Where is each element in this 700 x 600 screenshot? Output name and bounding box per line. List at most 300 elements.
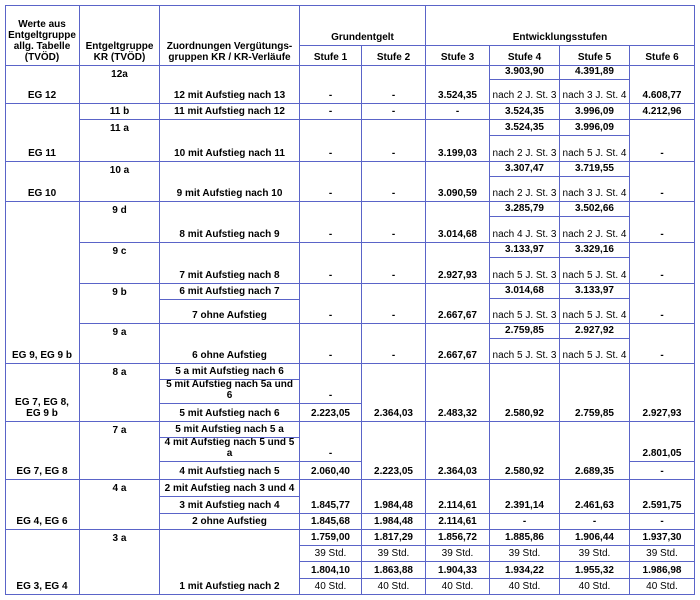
- value-text: -: [328, 229, 333, 240]
- value: [630, 66, 695, 104]
- value: [362, 514, 426, 530]
- zuordnung: [160, 422, 300, 438]
- eg-label: [5, 162, 80, 202]
- eg-label: [5, 422, 80, 480]
- value: [560, 562, 630, 579]
- value-text: -: [391, 350, 396, 361]
- note: [300, 546, 362, 562]
- note-text: nach 5 J. St. 3: [492, 350, 557, 361]
- value-text: -: [660, 270, 664, 281]
- zuordnung-text: 1 mit Aufstieg nach 2: [179, 581, 280, 592]
- value: [362, 243, 426, 284]
- value: [560, 202, 630, 217]
- value-text: 1.955,32: [575, 565, 614, 576]
- value: [362, 284, 426, 324]
- header-stufe-3-text: Stufe 3: [440, 52, 475, 63]
- zuordnung-text: 2 mit Aufstieg nach 3 und 4: [164, 483, 295, 494]
- value: [630, 422, 695, 462]
- value-text: 4.608,77: [642, 90, 682, 101]
- value: [490, 162, 560, 177]
- value: [490, 120, 560, 136]
- zuordnung: [160, 497, 300, 514]
- value: [490, 422, 560, 480]
- value: [426, 364, 490, 422]
- note-text: nach 3 J. St. 4: [562, 188, 627, 199]
- value-text: -: [660, 148, 664, 159]
- eg-label-text: EG 10: [27, 188, 57, 199]
- value: [560, 120, 630, 136]
- value-text: -: [391, 106, 396, 117]
- value-text: -: [455, 106, 460, 117]
- value: [560, 243, 630, 258]
- value-text: 3.199,03: [438, 148, 477, 159]
- zuordnung: [160, 120, 300, 162]
- kr-label: [80, 324, 160, 364]
- note: [490, 299, 560, 324]
- eg-label: [5, 364, 80, 422]
- value: [300, 530, 362, 546]
- value: [560, 66, 630, 80]
- note-text: 39 Std.: [441, 548, 474, 559]
- value-text: 3.524,35: [505, 122, 544, 133]
- zuordnung-text: 5 mit Aufstieg nach 6: [179, 408, 280, 419]
- value: [630, 202, 695, 243]
- value: [300, 104, 362, 120]
- kr-label: [80, 364, 160, 422]
- value-text: -: [391, 270, 396, 281]
- value: [426, 422, 490, 480]
- note-text: nach 2 J. St. 3: [492, 188, 557, 199]
- value-text: -: [660, 516, 664, 527]
- value: [630, 462, 695, 480]
- kr-label: [80, 202, 160, 243]
- value: [362, 104, 426, 120]
- value-text: 3.133,97: [575, 285, 614, 296]
- header-kr-text: Entgeltgruppe KR (TVÖD): [85, 41, 154, 63]
- zuordnung: [160, 364, 300, 380]
- note-text: nach 5 J. St. 3: [492, 270, 557, 281]
- value-text: 2.223,05: [374, 466, 413, 477]
- note-text: nach 2 J. St. 3: [492, 90, 557, 101]
- value: [362, 562, 426, 579]
- note: [560, 579, 630, 595]
- kr-label: [80, 480, 160, 530]
- kr-label-text: 12a: [111, 69, 128, 80]
- value-text: 3.014,68: [438, 229, 477, 240]
- value: [300, 66, 362, 104]
- value: [300, 324, 362, 364]
- value: [300, 462, 362, 480]
- value-text: 3.524,35: [505, 106, 544, 117]
- header-stufe-6: [630, 46, 695, 66]
- note-text: nach 5 J. St. 4: [562, 350, 627, 361]
- value-text: -: [391, 310, 396, 321]
- value: [300, 480, 362, 514]
- kr-label-text: 4 a: [112, 483, 127, 494]
- eg-label: [5, 202, 80, 364]
- zuordnung: [160, 480, 300, 497]
- header-grundentgelt: [300, 5, 426, 46]
- value: [426, 66, 490, 104]
- value-text: -: [328, 448, 333, 459]
- note-text: 40 Std.: [314, 581, 347, 592]
- value: [630, 243, 695, 284]
- value: [630, 324, 695, 364]
- value: [630, 104, 695, 120]
- value: [630, 120, 695, 162]
- value-text: 1.817,29: [374, 532, 413, 543]
- kr-label-text: 3 a: [112, 533, 127, 544]
- value-text: 2.114,61: [438, 516, 477, 527]
- note-text: nach 5 J. St. 4: [562, 148, 627, 159]
- value-text: -: [660, 350, 664, 361]
- zuordnung: [160, 530, 300, 595]
- value-text: 1.885,86: [505, 532, 544, 543]
- note: [560, 258, 630, 284]
- header-zuordnung-text: Zuordnungen Vergütungs-gruppen KR / KR-Verläufe: [166, 41, 293, 63]
- note-text: nach 5 J. St. 3: [492, 310, 557, 321]
- value: [490, 480, 560, 514]
- zuordnung: [160, 300, 300, 324]
- value-text: 4.391,89: [575, 66, 614, 77]
- zuordnung: [160, 462, 300, 480]
- value: [630, 284, 695, 324]
- zuordnung-text: 10 mit Aufstieg nach 11: [174, 148, 285, 159]
- value-text: -: [328, 350, 333, 361]
- value: [490, 66, 560, 80]
- note: [490, 339, 560, 364]
- note-text: 40 Std.: [508, 581, 541, 592]
- value-text: 3.996,09: [575, 106, 614, 117]
- value: [490, 562, 560, 579]
- eg-label: [5, 480, 80, 530]
- value: [426, 120, 490, 162]
- kr-label: [80, 66, 160, 104]
- zuordnung: [160, 202, 300, 243]
- value: [630, 364, 695, 422]
- value: [426, 480, 490, 514]
- value: [300, 162, 362, 202]
- note-text: 39 Std.: [314, 548, 347, 559]
- zuordnung-text: 5 a mit Aufstieg nach 6: [175, 366, 284, 377]
- value: [300, 422, 362, 462]
- value-text: -: [328, 188, 333, 199]
- value-text: 2.667,67: [438, 350, 477, 361]
- note: [300, 579, 362, 595]
- eg-label-text: EG 9, EG 9 b: [11, 350, 73, 361]
- note-text: 39 Std.: [377, 548, 410, 559]
- value: [426, 202, 490, 243]
- value: [560, 162, 630, 177]
- zuordnung: [160, 514, 300, 530]
- zuordnung-text: 8 mit Aufstieg nach 9: [179, 229, 280, 240]
- value-text: -: [391, 90, 396, 101]
- zuordnung-text: 5 mit Aufstieg nach 5 a: [175, 424, 284, 435]
- value: [560, 284, 630, 299]
- header-stufe-2: [362, 46, 426, 66]
- value-text: 2.483,32: [438, 408, 477, 419]
- value: [362, 480, 426, 514]
- value: [300, 562, 362, 579]
- eg-label-text: EG 4, EG 6: [16, 516, 68, 527]
- kr-label: [80, 243, 160, 284]
- value-text: 3.307,47: [505, 163, 544, 174]
- note: [362, 579, 426, 595]
- kr-label: [80, 162, 160, 202]
- note-text: nach 2 J. St. 3: [492, 148, 557, 159]
- zuordnung-text: 3 mit Aufstieg nach 4: [179, 500, 280, 511]
- value: [560, 324, 630, 339]
- value: [300, 284, 362, 324]
- value-text: -: [660, 188, 664, 199]
- note: [560, 177, 630, 202]
- eg-label-text: EG 11: [28, 148, 56, 159]
- note: [630, 579, 695, 595]
- kr-label-text: 9 c: [112, 246, 127, 257]
- value-text: 2.927,92: [575, 325, 614, 336]
- eg-label-text: EG 12: [27, 90, 57, 101]
- value: [560, 480, 630, 514]
- value-text: 1.804,10: [311, 565, 350, 576]
- value: [300, 364, 362, 404]
- value: [560, 530, 630, 546]
- value: [300, 202, 362, 243]
- note: [630, 546, 695, 562]
- zuordnung-text: 4 mit Aufstieg nach 5: [179, 466, 280, 477]
- zuordnung-text: 7 ohne Aufstieg: [192, 310, 267, 321]
- value-text: 2.801,05: [642, 448, 682, 459]
- value-text: -: [391, 188, 396, 199]
- zuordnung-text: 11 mit Aufstieg nach 12: [174, 106, 285, 117]
- note: [560, 80, 630, 104]
- header-eg: [5, 5, 80, 66]
- header-stufe-1-text: Stufe 1: [313, 52, 348, 63]
- zuordnung-text: 5 mit Aufstieg nach 5a und 6: [166, 380, 293, 401]
- note: [426, 546, 490, 562]
- value-text: 1.759,00: [311, 532, 350, 543]
- kr-label-text: 8 a: [112, 367, 127, 378]
- note-text: 39 Std.: [646, 548, 678, 559]
- value-text: 2.391,14: [505, 500, 544, 511]
- kr-label-text: 11 a: [110, 123, 129, 134]
- header-stufe-6-text: Stufe 6: [645, 52, 679, 63]
- value: [560, 422, 630, 480]
- note-text: 40 Std.: [646, 581, 678, 592]
- kr-label-text: 7 a: [112, 425, 127, 436]
- value-text: -: [328, 390, 333, 401]
- header-stufe-3: [426, 46, 490, 66]
- value: [362, 162, 426, 202]
- eg-label: [5, 530, 80, 595]
- value: [490, 514, 560, 530]
- kr-label-text: 10 a: [109, 165, 130, 176]
- header-stufe-5-text: Stufe 5: [577, 52, 612, 63]
- value-text: 2.580,92: [505, 466, 544, 477]
- value-text: 3.285,79: [505, 203, 544, 214]
- zuordnung: [160, 243, 300, 284]
- eg-label: [5, 104, 80, 162]
- value-text: 2.060,40: [311, 466, 350, 477]
- value-text: 3.502,66: [575, 203, 614, 214]
- value-text: -: [660, 229, 664, 240]
- note: [490, 217, 560, 243]
- eg-label-text: EG 7, EG 8, EG 9 b: [15, 397, 69, 419]
- value: [490, 324, 560, 339]
- value: [426, 514, 490, 530]
- value-text: 1.845,77: [311, 500, 350, 511]
- value: [630, 480, 695, 514]
- value: [490, 284, 560, 299]
- value-text: 1.906,44: [575, 532, 614, 543]
- zuordnung: [160, 404, 300, 422]
- eg-label-text: EG 7, EG 8: [16, 466, 68, 477]
- value: [426, 562, 490, 579]
- value-text: 1.845,68: [311, 516, 350, 527]
- value-text: 3.996,09: [575, 122, 614, 133]
- value-text: 1.934,22: [505, 565, 544, 576]
- zuordnung-text: 6 ohne Aufstieg: [192, 350, 267, 361]
- zuordnung-text: 6 mit Aufstieg nach 7: [179, 286, 280, 297]
- value-text: 1.984,48: [374, 516, 413, 527]
- value-text: -: [391, 229, 396, 240]
- header-entwicklungsstufen: [426, 5, 695, 46]
- note-text: 40 Std.: [578, 581, 611, 592]
- note: [490, 579, 560, 595]
- value-text: 3.329,16: [575, 244, 614, 255]
- value: [300, 514, 362, 530]
- note-text: nach 5 J. St. 4: [562, 310, 627, 321]
- note-text: 39 Std.: [578, 548, 611, 559]
- value-text: 1.937,30: [642, 532, 682, 543]
- kr-label-text: 9 b: [112, 287, 127, 298]
- header-stufe-5: [560, 46, 630, 66]
- value-text: 2.759,85: [505, 325, 544, 336]
- value-text: -: [328, 90, 333, 101]
- zuordnung-text: 12 mit Aufstieg nach 13: [173, 90, 286, 101]
- value: [560, 364, 630, 422]
- note-text: 40 Std.: [441, 581, 474, 592]
- value: [630, 514, 695, 530]
- value: [362, 364, 426, 422]
- value-text: 2.223,05: [311, 408, 350, 419]
- header-entwicklungsstufen-text: Entwicklungsstufen: [512, 32, 608, 43]
- value-text: 2.364,03: [438, 466, 477, 477]
- value-text: 2.364,03: [374, 408, 413, 419]
- value: [426, 162, 490, 202]
- header-kr: [80, 5, 160, 66]
- value: [362, 422, 426, 480]
- kr-label: [80, 284, 160, 324]
- value: [426, 284, 490, 324]
- value: [362, 202, 426, 243]
- value: [426, 243, 490, 284]
- note: [490, 258, 560, 284]
- value-text: -: [328, 106, 333, 117]
- zuordnung-text: 2 ohne Aufstieg: [192, 516, 267, 527]
- kr-label: [80, 120, 160, 162]
- note-text: nach 3 J. St. 4: [562, 90, 627, 101]
- value-text: 1.904,33: [438, 565, 477, 576]
- value-text: 2.114,61: [438, 500, 477, 511]
- value-text: 3.133,97: [505, 244, 544, 255]
- value: [560, 104, 630, 120]
- zuordnung: [160, 438, 300, 462]
- value-text: 3.014,68: [505, 285, 544, 296]
- value: [490, 243, 560, 258]
- value: [490, 530, 560, 546]
- value-text: -: [660, 310, 664, 321]
- value: [490, 202, 560, 217]
- value-text: -: [328, 148, 333, 159]
- value: [300, 404, 362, 422]
- kr-label: [80, 104, 160, 120]
- zuordnung: [160, 324, 300, 364]
- zuordnung: [160, 284, 300, 300]
- header-grundentgelt-text: Grundentgelt: [331, 32, 394, 43]
- value: [362, 324, 426, 364]
- note: [560, 299, 630, 324]
- note: [426, 579, 490, 595]
- value-text: 2.580,92: [505, 408, 544, 419]
- kr-label-text: 9 d: [112, 205, 127, 216]
- value-text: 3.524,35: [438, 90, 477, 101]
- note: [490, 546, 560, 562]
- zuordnung: [160, 66, 300, 104]
- note-text: 39 Std.: [508, 548, 541, 559]
- value-text: -: [391, 148, 396, 159]
- value-text: 2.689,35: [575, 466, 614, 477]
- note-text: nach 4 J. St. 3: [492, 229, 557, 240]
- zuordnung-text: 7 mit Aufstieg nach 8: [179, 270, 280, 281]
- value: [630, 530, 695, 546]
- value-text: 1.856,72: [438, 532, 477, 543]
- note: [560, 136, 630, 162]
- value: [426, 530, 490, 546]
- header-stufe-1: [300, 46, 362, 66]
- header-stufe-4: [490, 46, 560, 66]
- value: [362, 530, 426, 546]
- note: [490, 80, 560, 104]
- header-zuordnung: [160, 5, 300, 66]
- header-eg-text: Werte aus Entgeltgruppe allg. Tabelle (TVÖD): [8, 19, 76, 63]
- value-text: 1.984,48: [374, 500, 413, 511]
- note: [560, 546, 630, 562]
- note: [490, 136, 560, 162]
- value-text: -: [328, 310, 333, 321]
- value-text: 2.591,75: [642, 500, 682, 511]
- value-text: 4.212,96: [642, 106, 682, 117]
- value-text: 3.719,55: [575, 163, 614, 174]
- note: [362, 546, 426, 562]
- value-text: 2.759,85: [575, 408, 614, 419]
- value-text: 2.927,93: [642, 408, 682, 419]
- kr-label-text: 9 a: [112, 327, 127, 338]
- note-text: nach 5 J. St. 4: [562, 270, 627, 281]
- zuordnung-text: 9 mit Aufstieg nach 10: [176, 188, 283, 199]
- value: [490, 104, 560, 120]
- value: [560, 514, 630, 530]
- note: [560, 339, 630, 364]
- note-text: 40 Std.: [377, 581, 410, 592]
- value-text: 2.927,93: [438, 270, 477, 281]
- value: [630, 562, 695, 579]
- value-text: 3.903,90: [505, 66, 544, 77]
- value: [630, 162, 695, 202]
- value: [362, 120, 426, 162]
- note-text: nach 2 J. St. 4: [562, 229, 627, 240]
- value-text: 1.986,98: [642, 565, 682, 576]
- value: [300, 243, 362, 284]
